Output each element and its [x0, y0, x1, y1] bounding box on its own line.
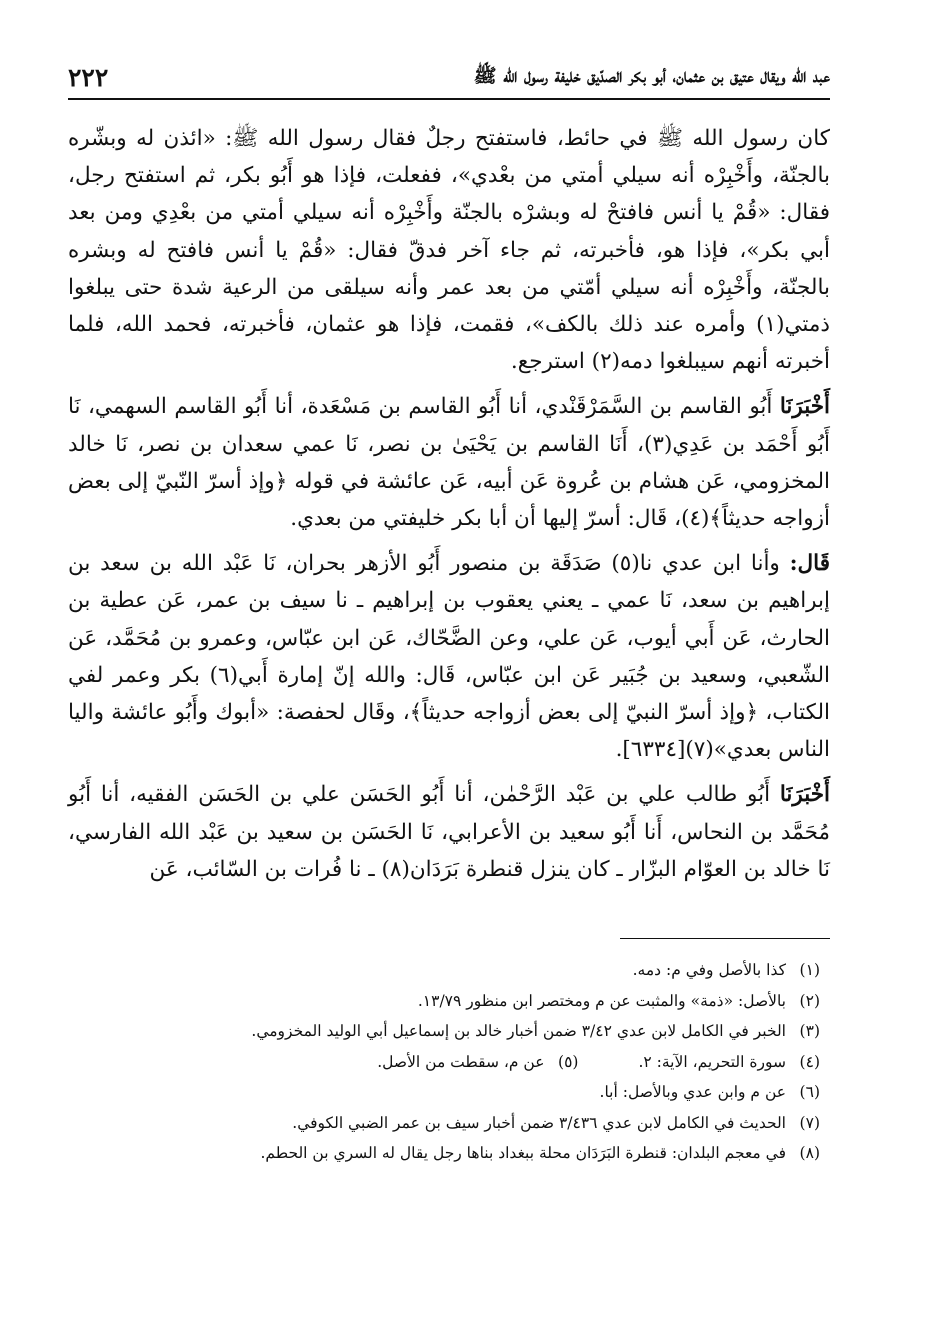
footnote-number: (١)	[799, 961, 820, 980]
footnote-1	[68, 955, 820, 986]
footnote-text: بالأصل: «ذمة» والمثبت عن م ومختصر ابن منظور ١٣/٧٩.	[417, 991, 786, 1010]
paragraph-text: أَبُو طالب علي بن عَبْد الرَّحْمٰن، أنا أَبُو الحَسَن علي بن الحَسَن الفقيه، أنا أَبُو مُحَمَّد بن النحاس، أَنا أَبُو سعيد بن الأعرابي، نَا الحَسَن بن سعيد بن عَبْد الله الفارسي، نَا خالد بن العوّام البزّار ـ كان ينزل قنطرة بَرَدَان(٨) ـ نا فُرات بن السّائب، عَن	[68, 782, 830, 882]
paragraph-lead: أَخْبَرَنَا	[779, 782, 830, 808]
footnotes	[68, 955, 820, 1169]
running-head: عبد الله ويقال عتيق بن عثمان، أبو بكر الصدّيق خليفة رسول الله ﷺ	[473, 65, 830, 87]
paragraph-text: وأنا ابن عدي نا(٥) صَدَقَة بن منصور أَبُو الأزهر بحران، نَا عَبْد الله بن سعد بن إبراهيم بن سعد، نَا عمي ـ يعني يعقوب بن إبراهيم ـ نا سيف بن عمر، عَن عطية بن الحارث، عَن أَبي أيوب، عَن علي، وعن الضَّحّاك، عَن ابن عبّاس، وعمرو بن مُحَمَّد، عَن الشّعبي، وسعيد بن جُبَير عَن ابن عبّاس، قَال: والله إنّ إمارة أَبي(٦) بكر وعمر لفي الكتاب، ﴿وإذ أسرّ النبيّ إلى بعض أزواجه حديثاً﴾، وقَال لحفصة: «أبوك وأَبُو عائشة واليا الناس بعدي»(٧)[٦٣٣٤].	[68, 551, 830, 763]
paragraph-lead: قَال:	[789, 551, 830, 577]
footnote-8	[68, 1138, 820, 1169]
footnote-number: (٣)	[799, 1022, 820, 1041]
footnote-text: عن م وابن عدي وبالأصل: أبا.	[599, 1083, 786, 1102]
footnote-number: (٥)	[558, 1052, 579, 1071]
footnote-text: الحديث في الكامل لابن عدي ٣/٤٣٦ ضمن أخبار سيف بن عمر الضبي الكوفي.	[292, 1113, 786, 1132]
page-number: ٢٢٢	[68, 63, 109, 92]
footnote-number: (٨)	[799, 1144, 820, 1163]
footnote-number: (٢)	[799, 991, 820, 1010]
paragraph-2	[68, 388, 830, 537]
footnote-number: (٦)	[799, 1083, 820, 1102]
footnote-text: في معجم البلدان: قنطرة البَرَدَان محلة ببغداد بناها رجل يقال له السري بن الحطم.	[260, 1144, 786, 1163]
footnote-divider	[620, 938, 830, 939]
paragraph-4	[68, 776, 830, 888]
footnote-6	[68, 1077, 820, 1108]
document-page	[68, 52, 830, 1169]
footnote-4	[638, 1047, 820, 1078]
body-text	[68, 120, 830, 888]
paragraph-text: كان رسول الله ﷺ في حائط، فاستفتح رجلٌ فقال رسول الله ﷺ: «ائذن له وبشّره بالجنّة، وأَخْبِرْه أنه سيلي أمتي من بعْدي»، ففعلت، فإذا هو أَبُو بكر، ثم استفتح رجل، فقال: «قُمْ يا أنس فافتحْ له وبشرْه بالجنّة وأَخْبِرْه أنه سيلي أمتي من بعْدِي ومن بعد أبي بكر»، فإذا هو، فأخبرته، ثم جاء آخر فدقّ فقال: «قُمْ يا أنس فافتح له وبشره بالجنّة، وأَخْبِرْه أنه سيلي أمّتي من بعد عمر وأنه سيلقى من الرعية شدة حتى يبلغوا ذمتي(١) وأمره عند ذلك بالكف»، فقمت، فإذا هو عثمان، فأخبرته، فحمد الله، فلما أخبرته أنهم سيبلغوا دمه(٢) استرجع.	[68, 126, 830, 375]
paragraph-1	[68, 120, 830, 380]
footnote-number: (٤)	[799, 1052, 820, 1071]
paragraph-text: أَبُو القاسم بن السَّمَرْقَنْدي، أنا أَبُو القاسم بن مَسْعَدة، أنا أَبُو القاسم السهمي، نَا أَبُو أَحْمَد بن عَدِي(٣)، أَنَا القاسم بن يَحْيَىٰ بن نصر، نَا عمي سعدان بن نصر، نَا خالد المخزومي، عَن هشام بن عُروة عَن أبيه، عَن عائشة في قوله ﴿وإذ أسرّ النّبيّ إلى بعض أزواجه حديثاً﴾(٤)، قَال: أسرّ إليها أن أبا بكر خليفتي من بعدي.	[68, 394, 830, 532]
footnote-2	[68, 986, 820, 1017]
footnote-text: كذا بالأصل وفي م: دمه.	[632, 961, 786, 980]
footnote-3	[68, 1016, 820, 1047]
page-header	[68, 52, 830, 100]
footnote-text: عن م، سقطت من الأصل.	[377, 1052, 545, 1071]
footnote-text: سورة التحريم، الآية: ٢.	[638, 1052, 786, 1071]
paragraph-lead: أَخْبَرَنَا	[779, 394, 830, 420]
footnote-number: (٧)	[799, 1113, 820, 1132]
footnote-5	[377, 1047, 578, 1078]
footnote-text: الخبر في الكامل لابن عدي ٣/٤٢ ضمن أخبار خالد بن إسماعيل أبي الوليد المخزومي.	[251, 1022, 786, 1041]
footnote-pair	[68, 1047, 820, 1078]
paragraph-3	[68, 545, 830, 768]
footnote-7	[68, 1108, 820, 1139]
